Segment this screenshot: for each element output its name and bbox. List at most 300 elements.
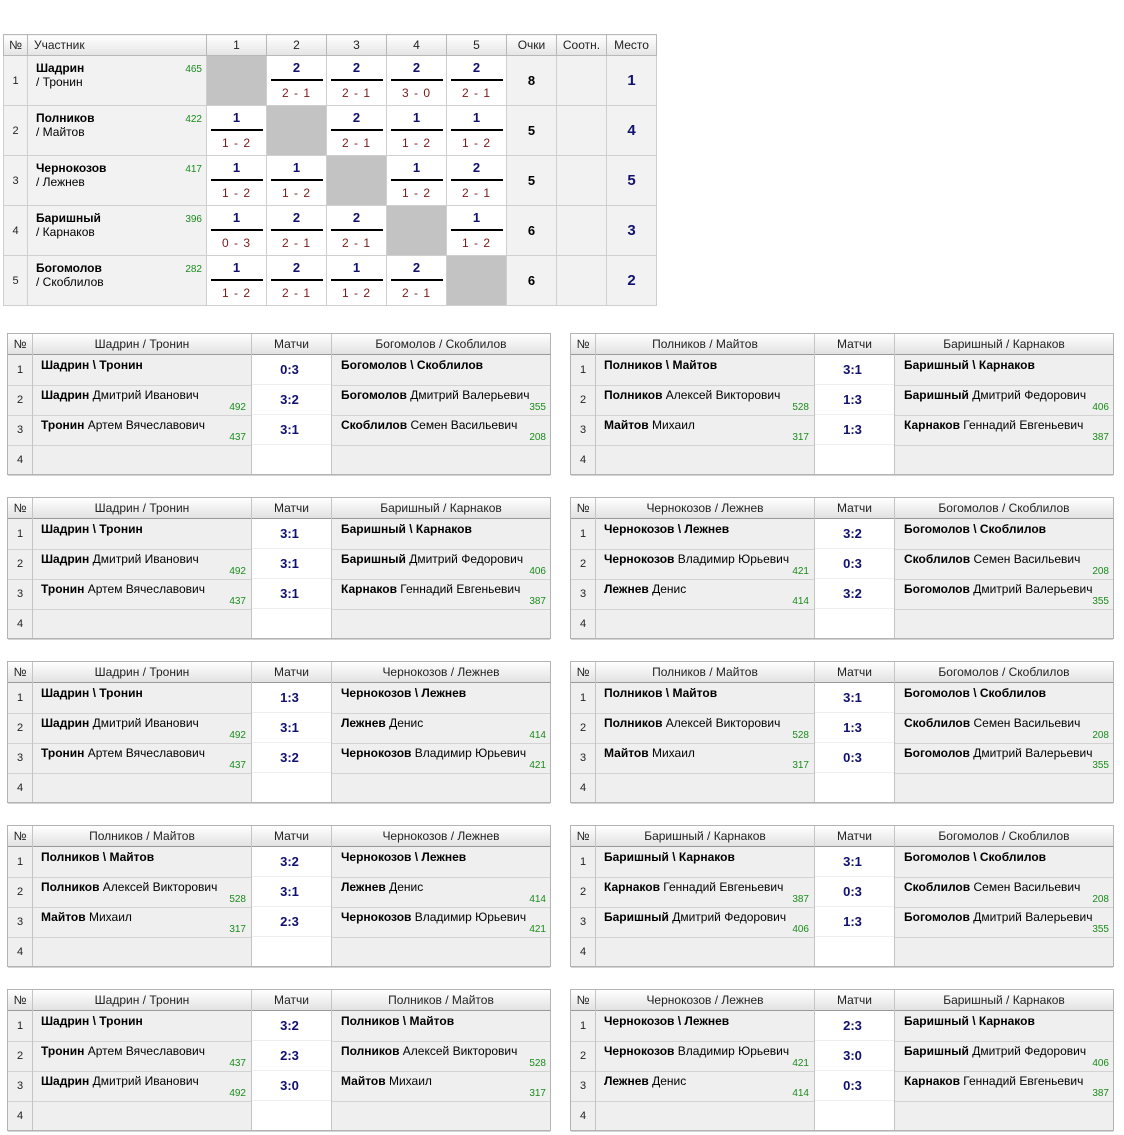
result-score: 2 - 1	[461, 185, 491, 200]
away-player-rating: 387	[1092, 1088, 1109, 1099]
match-score-cell[interactable]	[252, 519, 331, 548]
match-score-cell[interactable]	[815, 445, 894, 474]
match-score-cell[interactable]	[815, 549, 894, 578]
home-player[interactable]	[41, 1044, 205, 1058]
home-player-rating: 528	[792, 730, 809, 741]
away-player-rating: 406	[1092, 1058, 1109, 1069]
match-away-team[interactable]: Чернокозов / Лежнев	[382, 665, 500, 679]
match-row	[8, 385, 550, 416]
home-player-last-name: Шадрин	[41, 716, 90, 730]
match-home-team[interactable]: Полников / Майтов	[652, 665, 758, 679]
home-player[interactable]	[604, 388, 780, 402]
home-player-rating: 492	[229, 402, 246, 413]
match-home-team[interactable]: Шадрин / Тронин	[94, 665, 190, 679]
match-row	[571, 937, 1113, 968]
match-score-cell[interactable]	[252, 1071, 331, 1100]
home-player-given-names: Артем Вячеславович	[84, 746, 205, 760]
away-player[interactable]	[341, 582, 520, 596]
match-score-cell[interactable]	[252, 713, 331, 742]
match-score-cell[interactable]	[252, 907, 331, 936]
standings-row	[4, 256, 657, 306]
match-score-cell[interactable]	[252, 773, 331, 802]
match-row	[571, 415, 1113, 446]
match-score-cell[interactable]	[815, 1101, 894, 1130]
match-score: 3:1	[843, 362, 862, 377]
home-player[interactable]	[604, 1044, 789, 1058]
match-away-team[interactable]: Богомолов / Скоблилов	[938, 501, 1070, 515]
match-away-team[interactable]: Чернокозов / Лежнев	[382, 829, 500, 843]
home-player[interactable]	[41, 1014, 143, 1028]
match-away-team[interactable]: Баришный / Карнаков	[380, 501, 502, 515]
match-score-cell[interactable]	[815, 773, 894, 802]
match-score-cell[interactable]	[252, 1101, 331, 1130]
match-score-cell[interactable]	[252, 385, 331, 414]
match-row	[571, 907, 1113, 938]
match-score-cell[interactable]	[815, 937, 894, 966]
match-header-matches: Матчи	[837, 665, 872, 679]
column-divider	[894, 990, 895, 1130]
match-row-number: 4	[16, 454, 24, 466]
home-player[interactable]	[41, 850, 154, 864]
home-player-last-name: Тронин	[41, 582, 85, 596]
match-score-cell[interactable]	[252, 415, 331, 444]
away-player-last-name: Скоблилов	[341, 418, 408, 432]
home-player[interactable]	[604, 910, 786, 924]
away-player-given-names: Денис	[385, 880, 424, 894]
column-divider	[595, 990, 596, 1130]
row-number: 2	[4, 106, 28, 156]
home-player[interactable]	[41, 880, 217, 894]
participant-cell	[28, 206, 207, 256]
away-player-given-names: Владимир Юрьевич	[411, 746, 527, 760]
match-score: 3:1	[280, 720, 299, 735]
away-player-last-name: Богомолов	[904, 746, 970, 760]
away-player[interactable]	[341, 716, 423, 730]
result-cell[interactable]	[327, 56, 387, 106]
participant-last-name[interactable]: Чернокозов	[36, 161, 107, 175]
result-score: 0 - 3	[221, 235, 251, 250]
match-row	[571, 549, 1113, 580]
match-row-number: 1	[579, 856, 587, 868]
match-score-cell[interactable]	[815, 1011, 894, 1040]
away-player-last-name: Карнаков	[904, 418, 960, 432]
home-player[interactable]	[41, 910, 132, 924]
match-score-cell[interactable]	[815, 355, 894, 384]
home-player[interactable]	[604, 746, 695, 760]
home-player[interactable]	[604, 850, 735, 864]
home-player-given-names: Михаил	[85, 910, 132, 924]
home-player[interactable]	[41, 388, 199, 402]
match-score: 0:3	[843, 556, 862, 571]
home-player-last-name: Чернокозов	[604, 1044, 675, 1058]
home-player[interactable]	[41, 552, 199, 566]
match-away-team[interactable]: Богомолов / Скоблилов	[375, 337, 507, 351]
match-score: 3:0	[280, 1078, 299, 1093]
home-player[interactable]	[41, 1074, 199, 1088]
result-score: 3 - 0	[401, 85, 431, 100]
match-row	[8, 1071, 550, 1102]
match-header	[571, 334, 1113, 355]
match-away-team[interactable]: Богомолов / Скоблилов	[938, 665, 1070, 679]
participant-partner[interactable]: / Лежнев	[36, 175, 85, 189]
total-points: 8	[507, 56, 557, 106]
participant-cell	[28, 106, 207, 156]
away-player[interactable]	[904, 522, 1046, 536]
result-points: 1	[412, 109, 421, 125]
match-score: 3:2	[280, 1018, 299, 1033]
home-player[interactable]	[604, 1014, 729, 1028]
away-player[interactable]	[904, 880, 1080, 894]
participant-partner[interactable]: / Скоблилов	[36, 275, 104, 289]
match-score-cell[interactable]	[815, 609, 894, 638]
match-score-cell[interactable]	[252, 743, 331, 772]
match-home-team[interactable]: Чернокозов / Лежнев	[646, 501, 764, 515]
away-player[interactable]	[341, 1074, 432, 1088]
match-score-cell[interactable]	[252, 1011, 331, 1040]
away-player-last-name: Лежнев	[341, 880, 386, 894]
result-score: 2 - 1	[341, 85, 371, 100]
home-player-last-name: Шадрин	[41, 1074, 90, 1088]
match-row-number: 3	[16, 424, 24, 436]
match-score-cell[interactable]	[252, 355, 331, 384]
match-home-team[interactable]: Шадрин / Тронин	[94, 337, 190, 351]
away-player[interactable]	[341, 552, 523, 566]
match-score-cell[interactable]	[815, 1041, 894, 1070]
away-player-last-name: Баришный	[904, 1044, 969, 1058]
column-divider	[251, 990, 252, 1130]
away-player[interactable]	[904, 686, 1046, 700]
participant-last-name[interactable]: Шадрин	[36, 61, 85, 75]
column-divider	[595, 662, 596, 802]
match-score-cell[interactable]	[815, 907, 894, 936]
home-player-rating: 492	[229, 566, 246, 577]
match-row	[571, 385, 1113, 416]
result-cell[interactable]	[207, 206, 267, 256]
match-home-team[interactable]: Чернокозов / Лежнев	[646, 993, 764, 1007]
result-score: 2 - 1	[281, 285, 311, 300]
match-away-team[interactable]: Богомолов / Скоблилов	[938, 829, 1070, 843]
result-cell-self	[447, 256, 507, 306]
ratio-cell	[557, 206, 607, 256]
match-row-number: 3	[579, 588, 587, 600]
result-cell[interactable]	[327, 106, 387, 156]
away-player[interactable]	[904, 358, 1035, 372]
participant-partner[interactable]: / Тронин	[36, 75, 83, 89]
home-player[interactable]	[604, 418, 695, 432]
result-cell[interactable]	[267, 156, 327, 206]
match-score-cell[interactable]	[252, 847, 331, 876]
home-player[interactable]	[604, 582, 686, 596]
home-player[interactable]	[41, 746, 205, 760]
match-header	[571, 498, 1113, 519]
match-table	[570, 497, 1114, 639]
participant-partner[interactable]: / Карнаков	[36, 225, 95, 239]
result-cell[interactable]	[387, 156, 447, 206]
away-player[interactable]	[904, 582, 1093, 596]
home-player[interactable]	[41, 686, 143, 700]
away-player-given-names: Семен Васильевич	[407, 418, 518, 432]
away-player-last-name: Скоблилов	[904, 716, 971, 730]
match-score-cell[interactable]	[252, 937, 331, 966]
away-player[interactable]	[904, 746, 1093, 760]
result-cell[interactable]	[327, 206, 387, 256]
match-header	[571, 662, 1113, 683]
away-player[interactable]	[341, 746, 526, 760]
away-player[interactable]	[341, 850, 466, 864]
away-player[interactable]	[341, 910, 526, 924]
participant-last-name[interactable]: Полников	[36, 111, 95, 125]
match-header-matches: Матчи	[837, 501, 872, 515]
match-home-team[interactable]: Баришный / Карнаков	[644, 829, 766, 843]
result-cell[interactable]	[447, 206, 507, 256]
away-player[interactable]	[341, 358, 483, 372]
match-header-no: №	[576, 665, 590, 679]
place-cell: 4	[607, 106, 657, 156]
match-header-matches: Матчи	[274, 993, 309, 1007]
match-away-team[interactable]: Баришный / Карнаков	[943, 337, 1065, 351]
result-points: 2	[292, 59, 301, 75]
away-player[interactable]	[341, 880, 423, 894]
away-player-rating: 414	[529, 894, 546, 905]
home-player-last-name: Майтов	[41, 910, 86, 924]
header-no: №	[4, 35, 28, 56]
away-player[interactable]	[904, 850, 1046, 864]
away-player[interactable]	[341, 1044, 517, 1058]
away-player-given-names: Дмитрий Валерьевич	[969, 910, 1093, 924]
ratio-cell	[557, 106, 607, 156]
match-score-cell[interactable]	[815, 713, 894, 742]
result-points: 2	[472, 159, 481, 175]
home-player[interactable]	[41, 716, 199, 730]
match-score-cell[interactable]	[252, 877, 331, 906]
home-player[interactable]	[41, 358, 143, 372]
home-player-last-name: Полников \ Майтов	[604, 686, 718, 700]
away-player-rating: 528	[529, 1058, 546, 1069]
result-score: 1 - 2	[341, 285, 371, 300]
match-row	[571, 579, 1113, 610]
column-divider	[32, 498, 33, 638]
match-away-team[interactable]: Полников / Майтов	[388, 993, 494, 1007]
result-cell[interactable]	[447, 56, 507, 106]
result-cell[interactable]	[327, 256, 387, 306]
away-player-rating: 414	[529, 730, 546, 741]
away-player-last-name: Богомолов \ Скоблилов	[341, 358, 484, 372]
match-row	[571, 743, 1113, 774]
match-row-number: 1	[579, 364, 587, 376]
home-player-last-name: Лежнев	[604, 582, 649, 596]
match-row-number: 4	[579, 946, 587, 958]
away-player-given-names: Геннадий Евгеньевич	[396, 582, 521, 596]
header-participant[interactable]: Участник	[28, 35, 207, 56]
result-score: 1 - 2	[401, 135, 431, 150]
match-row	[571, 1041, 1113, 1072]
away-player-last-name: Майтов	[341, 1074, 386, 1088]
result-points: 2	[292, 209, 301, 225]
away-player-given-names: Геннадий Евгеньевич	[959, 418, 1084, 432]
away-player-given-names: Михаил	[385, 1074, 432, 1088]
result-score: 2 - 1	[281, 235, 311, 250]
match-home-team[interactable]: Шадрин / Тронин	[94, 501, 190, 515]
home-player[interactable]	[604, 522, 729, 536]
home-player-last-name: Полников	[604, 388, 663, 402]
result-cell[interactable]	[387, 256, 447, 306]
row-number: 5	[4, 256, 28, 306]
away-player[interactable]	[904, 388, 1086, 402]
participant-partner[interactable]: / Майтов	[36, 125, 85, 139]
match-table	[7, 825, 551, 967]
away-player-rating: 208	[1092, 894, 1109, 905]
column-divider	[595, 826, 596, 966]
match-score: 1:3	[843, 914, 862, 929]
participant-last-name[interactable]: Баришный	[36, 211, 101, 225]
home-player-rating: 492	[229, 1088, 246, 1099]
column-divider	[814, 334, 815, 474]
home-player[interactable]	[41, 582, 205, 596]
match-score-cell[interactable]	[252, 1041, 331, 1070]
result-score: 2 - 1	[281, 85, 311, 100]
result-cell[interactable]	[207, 156, 267, 206]
header-points: Очки	[507, 35, 557, 56]
match-score-cell[interactable]	[815, 385, 894, 414]
result-points: 1	[232, 209, 241, 225]
home-player[interactable]	[604, 552, 789, 566]
match-score-cell[interactable]	[252, 579, 331, 608]
standings-row	[4, 156, 657, 206]
match-score-cell[interactable]	[815, 519, 894, 548]
away-player-last-name: Чернокозов	[341, 910, 412, 924]
home-player[interactable]	[604, 686, 717, 700]
away-player-rating: 208	[1092, 566, 1109, 577]
home-player[interactable]	[604, 716, 780, 730]
match-score-cell[interactable]	[815, 683, 894, 712]
ratio-cell	[557, 256, 607, 306]
participant-last-name[interactable]: Богомолов	[36, 261, 102, 275]
match-row	[8, 579, 550, 610]
match-row-number: 1	[16, 528, 24, 540]
away-player-given-names: Владимир Юрьевич	[411, 910, 527, 924]
match-header-no: №	[13, 665, 27, 679]
result-cell[interactable]	[267, 206, 327, 256]
match-row	[8, 549, 550, 580]
away-player-given-names: Дмитрий Федорович	[405, 552, 524, 566]
match-row-number: 1	[579, 528, 587, 540]
home-player-last-name: Чернокозов	[604, 552, 675, 566]
home-player[interactable]	[41, 418, 205, 432]
away-player[interactable]	[341, 388, 530, 402]
away-player-given-names: Дмитрий Федорович	[968, 388, 1087, 402]
match-score-cell[interactable]	[252, 609, 331, 638]
away-player-given-names: Дмитрий Валерьевич	[969, 582, 1093, 596]
match-score-cell[interactable]	[815, 847, 894, 876]
away-player[interactable]	[904, 552, 1080, 566]
match-row-number: 2	[579, 558, 587, 570]
match-row-number: 1	[16, 1020, 24, 1032]
match-score: 0:3	[843, 884, 862, 899]
participant-cell	[28, 156, 207, 206]
match-score-cell[interactable]	[252, 549, 331, 578]
match-header	[571, 990, 1113, 1011]
match-score-cell[interactable]	[815, 415, 894, 444]
result-points: 1	[232, 159, 241, 175]
away-player-last-name: Чернокозов \ Лежнев	[341, 686, 467, 700]
match-header-no: №	[576, 829, 590, 843]
home-player-last-name: Полников	[41, 880, 100, 894]
match-score: 3:1	[280, 586, 299, 601]
match-home-team[interactable]: Шадрин / Тронин	[94, 993, 190, 1007]
match-score-cell[interactable]	[815, 877, 894, 906]
home-player-last-name: Баришный	[604, 910, 669, 924]
away-player[interactable]	[904, 1014, 1035, 1028]
result-cell[interactable]	[207, 256, 267, 306]
away-player-rating: 355	[1092, 760, 1109, 771]
away-player[interactable]	[904, 910, 1093, 924]
away-player[interactable]	[341, 1014, 454, 1028]
standings-row	[4, 206, 657, 256]
match-score-cell[interactable]	[252, 445, 331, 474]
match-score-cell[interactable]	[252, 683, 331, 712]
match-row-number: 1	[579, 692, 587, 704]
home-player-rating: 387	[792, 894, 809, 905]
result-cell-self	[267, 106, 327, 156]
away-player[interactable]	[341, 522, 472, 536]
home-player[interactable]	[604, 880, 783, 894]
match-header-no: №	[13, 993, 27, 1007]
match-row	[8, 907, 550, 938]
home-player-last-name: Шадрин \ Тронин	[41, 522, 143, 536]
away-player[interactable]	[904, 1074, 1083, 1088]
match-away-team[interactable]: Баришный / Карнаков	[943, 993, 1065, 1007]
result-cell[interactable]	[447, 156, 507, 206]
match-score-cell[interactable]	[815, 579, 894, 608]
result-cell[interactable]	[207, 106, 267, 156]
result-cell[interactable]	[267, 256, 327, 306]
away-player[interactable]	[341, 686, 466, 700]
home-player-given-names: Михаил	[648, 746, 695, 760]
match-row-number: 3	[16, 916, 24, 928]
match-header-no: №	[13, 501, 27, 515]
match-home-team[interactable]: Полников / Майтов	[652, 337, 758, 351]
away-player[interactable]	[341, 418, 517, 432]
away-player-rating: 421	[529, 924, 546, 935]
away-player[interactable]	[904, 418, 1083, 432]
home-player[interactable]	[604, 358, 717, 372]
home-player-rating: 492	[229, 730, 246, 741]
away-player[interactable]	[904, 716, 1080, 730]
match-row-number: 3	[16, 1080, 24, 1092]
result-cell[interactable]	[387, 106, 447, 156]
column-divider	[32, 662, 33, 802]
home-player[interactable]	[604, 1074, 686, 1088]
away-player-last-name: Чернокозов	[341, 746, 412, 760]
place-cell: 1	[607, 56, 657, 106]
standings-header	[4, 35, 657, 56]
match-row-number: 2	[16, 558, 24, 570]
home-player-rating: 414	[792, 596, 809, 607]
away-player[interactable]	[904, 1044, 1086, 1058]
match-score-cell[interactable]	[815, 743, 894, 772]
header-ratio: Соотн.	[557, 35, 607, 56]
home-player-given-names: Денис	[648, 1074, 687, 1088]
match-home-team[interactable]: Полников / Майтов	[89, 829, 195, 843]
match-table	[7, 497, 551, 639]
result-cell[interactable]	[447, 106, 507, 156]
match-score-cell[interactable]	[815, 1071, 894, 1100]
result-cell[interactable]	[267, 56, 327, 106]
match-row	[8, 1041, 550, 1072]
home-player[interactable]	[41, 522, 143, 536]
result-cell[interactable]	[387, 56, 447, 106]
match-row-number: 2	[16, 394, 24, 406]
